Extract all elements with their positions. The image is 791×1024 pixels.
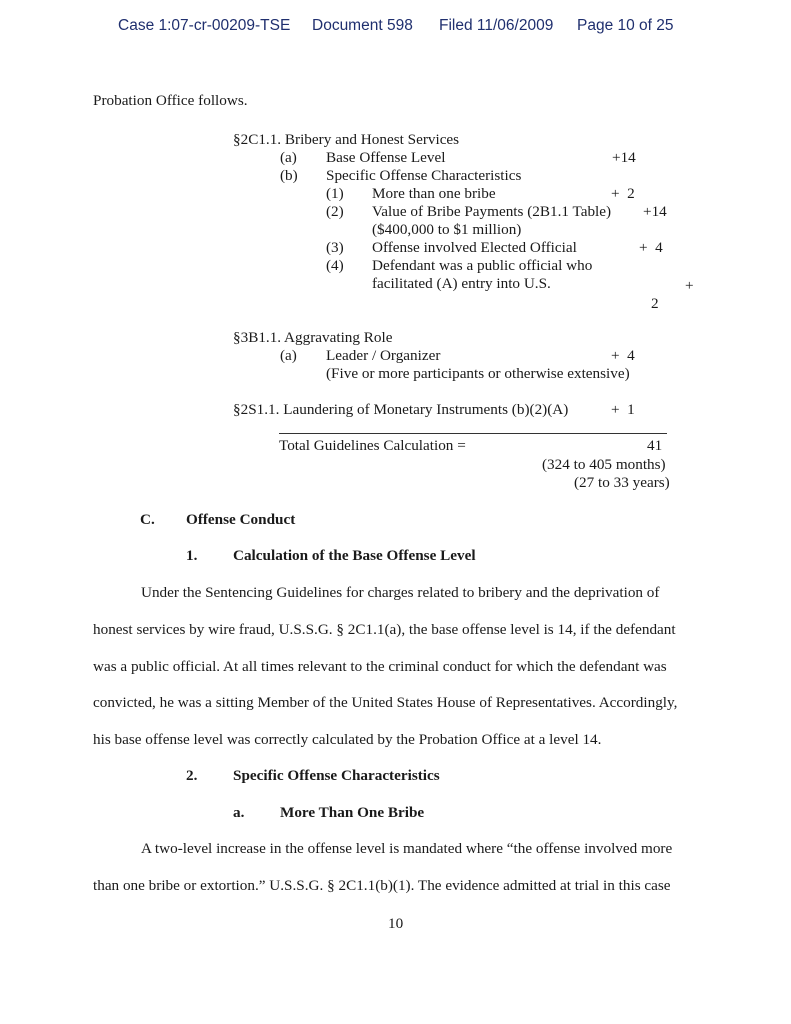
s3b-title: §3B1.1. Aggravating Role bbox=[233, 329, 393, 346]
s3b-a-label: (a) bbox=[280, 347, 297, 364]
section-a-number: a. bbox=[233, 804, 245, 821]
section-c-number: C. bbox=[140, 511, 155, 528]
s2c-b-label: (b) bbox=[280, 167, 298, 184]
s2c-title: §2C1.1. Bribery and Honest Services bbox=[233, 131, 460, 148]
item-4-text: Defendant was a public official who bbox=[372, 257, 593, 274]
s3b-a-note: (Five or more participants or otherwise extensive) bbox=[326, 365, 630, 382]
para2-line-1: A two-level increase in the offense level is mandated where “the offense involved more bbox=[141, 840, 673, 857]
page-count: Page 10 of 25 bbox=[577, 17, 674, 34]
section-c-title: Offense Conduct bbox=[186, 511, 296, 528]
item-3-text: Offense involved Elected Official bbox=[372, 239, 577, 256]
section-1-number: 1. bbox=[186, 547, 198, 564]
para2-line-2: than one bribe or extortion.” U.S.S.G. § 2C1.1(b)(1). The evidence admitted at trial in this case bbox=[93, 877, 671, 894]
page-number: 10 bbox=[388, 915, 404, 932]
item-4-value-plus: + bbox=[685, 277, 694, 294]
item-3-value: + 4 bbox=[639, 239, 663, 256]
section-2-title: Specific Offense Characteristics bbox=[233, 767, 440, 784]
s2s-title: §2S1.1. Laundering of Monetary Instruments (b)(2)(A) bbox=[233, 401, 569, 418]
item-1-text: More than one bribe bbox=[372, 185, 496, 202]
item-4-text2: facilitated (A) entry into U.S. bbox=[372, 275, 551, 292]
item-4-value-num: 2 bbox=[651, 295, 659, 312]
total-label: Total Guidelines Calculation = bbox=[279, 437, 466, 454]
case-number: Case 1:07-cr-00209-TSE bbox=[118, 17, 291, 34]
para1-line-4: convicted, he was a sitting Member of the United States House of Representatives. Accordingly, bbox=[93, 694, 678, 711]
total-years: (27 to 33 years) bbox=[574, 474, 670, 491]
item-3-num: (3) bbox=[326, 239, 344, 256]
section-2-number: 2. bbox=[186, 767, 198, 784]
item-2-text2: ($400,000 to $1 million) bbox=[372, 221, 522, 238]
s3b-a-value: + 4 bbox=[611, 347, 635, 364]
s2c-b-text: Specific Offense Characteristics bbox=[326, 167, 522, 184]
para1-line-5: his base offense level was correctly calculated by the Probation Office at a level 14. bbox=[93, 731, 602, 748]
filed-date: Filed 11/06/2009 bbox=[439, 17, 554, 34]
item-2-value: +14 bbox=[643, 203, 667, 220]
document-number: Document 598 bbox=[312, 17, 413, 34]
item-1-value: + 2 bbox=[611, 185, 635, 202]
section-1-title: Calculation of the Base Offense Level bbox=[233, 547, 476, 564]
s2c-a-value: +14 bbox=[612, 149, 636, 166]
total-value: 41 bbox=[647, 437, 663, 454]
s2c-a-label: (a) bbox=[280, 149, 297, 166]
item-4-num: (4) bbox=[326, 257, 344, 274]
total-months: (324 to 405 months) bbox=[542, 456, 666, 473]
item-2-num: (2) bbox=[326, 203, 344, 220]
intro-text: Probation Office follows. bbox=[93, 92, 248, 109]
para1-line-2: honest services by wire fraud, U.S.S.G. § 2C1.1(a), the base offense level is 14, if the defendant bbox=[93, 621, 676, 638]
s2s-value: + 1 bbox=[611, 401, 635, 418]
section-a-title: More Than One Bribe bbox=[280, 804, 425, 821]
s2c-a-text: Base Offense Level bbox=[326, 149, 446, 166]
para1-line-3: was a public official. At all times relevant to the criminal conduct for which the defendant was bbox=[93, 658, 667, 675]
item-2-text: Value of Bribe Payments (2B1.1 Table) bbox=[372, 203, 612, 220]
item-1-num: (1) bbox=[326, 185, 344, 202]
para1-line-1: Under the Sentencing Guidelines for charges related to bribery and the deprivation of bbox=[141, 584, 660, 601]
s3b-a-text: Leader / Organizer bbox=[326, 347, 441, 364]
total-divider bbox=[279, 433, 667, 434]
